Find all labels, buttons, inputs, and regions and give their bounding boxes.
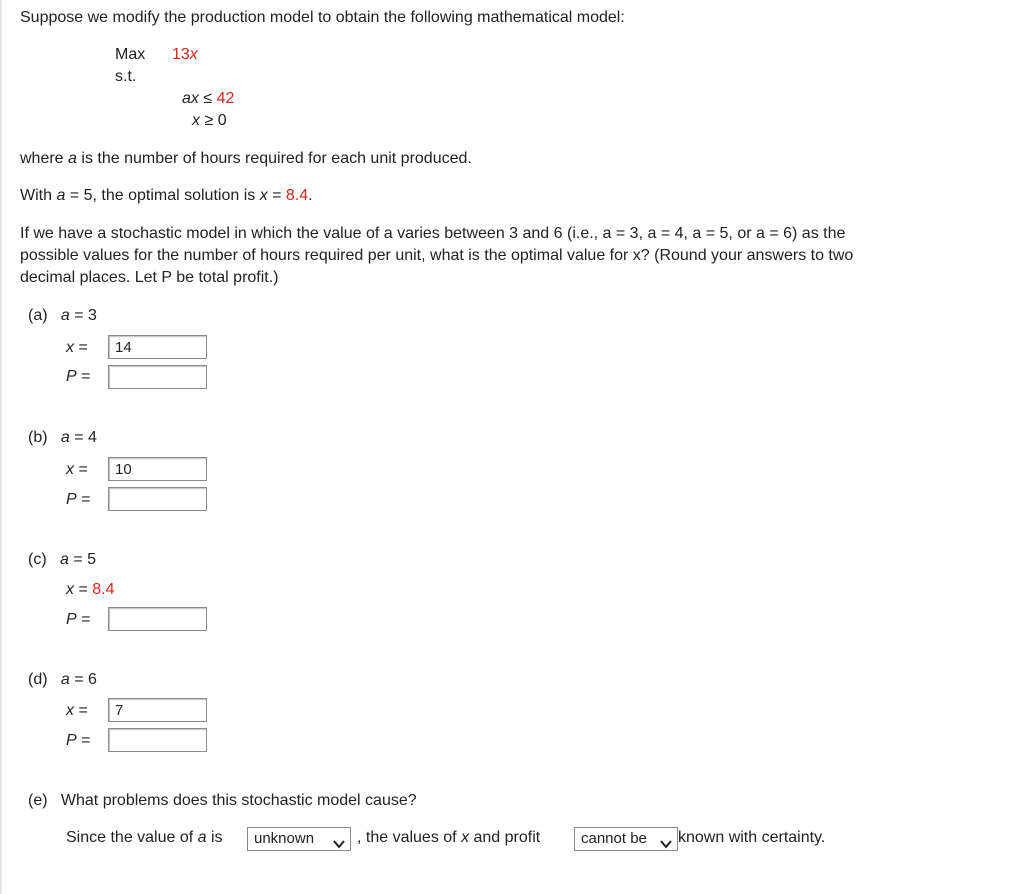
part-e-header: (e) What problems does this stochastic model cause?	[28, 792, 417, 809]
part-c-p-input[interactable]	[108, 607, 207, 631]
part-d-x-input[interactable]: 7	[108, 698, 207, 722]
question-line-3: decimal places. Let P be total profit.)	[20, 269, 279, 286]
part-c-x-value: 8.4	[92, 581, 115, 598]
chevron-down-icon	[333, 834, 345, 856]
part-e-sentence-mid: , the values of x and profit	[357, 829, 541, 846]
part-d-x-label: x =	[66, 702, 88, 719]
objective: 13x	[172, 46, 198, 63]
dropdown-2-value: cannot be	[581, 830, 647, 847]
part-a-p-label: P =	[66, 368, 91, 385]
part-e-dropdown-2[interactable]	[574, 827, 678, 851]
part-a-header: (a) a = 3	[28, 307, 97, 324]
part-e-sentence-start: Since the value of a is	[66, 829, 223, 846]
part-a-x-input[interactable]: 14	[108, 335, 207, 359]
part-b-p-input[interactable]	[108, 487, 207, 511]
part-d-p-label: P =	[66, 732, 91, 749]
constraint-1: ax ≤ 42	[182, 90, 235, 107]
part-b-x-label: x =	[66, 461, 88, 478]
part-e-sentence-end: known with certainty.	[678, 829, 826, 846]
with-text: With a = 5, the optimal solution is x = 8.4.	[20, 187, 313, 204]
st-label: s.t.	[115, 68, 137, 85]
part-d-p-input[interactable]	[108, 728, 207, 752]
question-line-2: possible values for the number of hours required per unit, what is the optimal value for x? (Round your answers to two	[20, 247, 854, 264]
part-e-dropdown-1[interactable]	[247, 827, 351, 851]
dropdown-1-value: unknown	[254, 830, 315, 847]
part-c-p-label: P =	[66, 611, 91, 628]
max-label: Max	[115, 46, 146, 63]
chevron-down-icon	[660, 834, 672, 856]
part-a-p-input[interactable]	[108, 365, 207, 389]
question-line-1: If we have a stochastic model in which the value of a varies between 3 and 6 (i.e., a = 3, a = 4, a = 5, or a = 6) as the	[20, 225, 846, 242]
part-a-x-label: x =	[66, 339, 88, 356]
part-c-x-label: x = 8.4	[66, 581, 115, 598]
part-b-header: (b) a = 4	[28, 429, 97, 446]
part-c-header: (c) a = 5	[28, 551, 97, 568]
part-b-p-label: P =	[66, 491, 91, 508]
constraint-2: x ≥ 0	[192, 112, 227, 129]
intro-text: Suppose we modify the production model to obtain the following mathematical model:	[20, 9, 625, 26]
where-text: where a is the number of hours required for each unit produced.	[20, 150, 472, 167]
part-d-header: (d) a = 6	[28, 671, 97, 688]
left-divider	[0, 0, 2, 894]
part-b-x-input[interactable]: 10	[108, 457, 207, 481]
